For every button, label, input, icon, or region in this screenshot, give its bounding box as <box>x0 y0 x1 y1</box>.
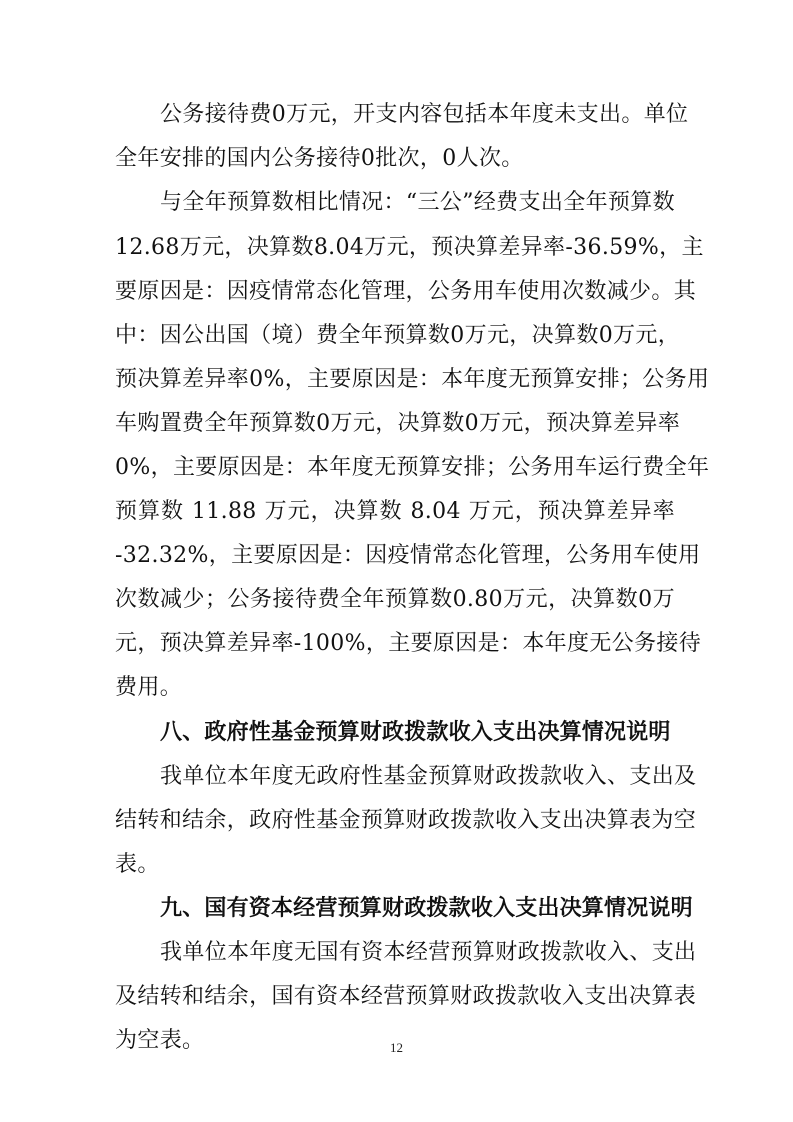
section-heading: 九、国有资本经营预算财政拨款收入支出决算情况说明 <box>160 896 693 921</box>
paragraph-line: 我单位本年度无政府性基金预算财政拨款收入、支出及 <box>160 764 697 789</box>
paragraph-line: 预决算差异率0%，主要原因是：本年度无预算安排；公务用 <box>115 367 710 392</box>
paragraph-line: -32.32%，主要原因是：因疫情常态化管理，公务用车使用 <box>115 543 701 568</box>
paragraph-line: 12.68万元，决算数8.04万元，预决算差异率-36.59%，主 <box>115 235 704 260</box>
paragraph-line: 0%，主要原因是：本年度无预算安排；公务用车运行费全年 <box>115 455 710 480</box>
paragraph-line: 表。 <box>115 852 160 877</box>
section-heading: 八、政府性基金预算财政拨款收入支出决算情况说明 <box>160 720 671 745</box>
paragraph-line: 预算数 11.88 万元，决算数 8.04 万元，预决算差异率 <box>115 499 675 524</box>
paragraph-line: 公务接待费0万元，开支内容包括本年度未支出。单位 <box>160 102 689 127</box>
paragraph-line: 费用。 <box>115 675 183 700</box>
paragraph-line: 全年安排的国内公务接待0批次，0人次。 <box>115 146 524 171</box>
paragraph-line: 我单位本年度无国有资本经营预算财政拨款收入、支出 <box>160 940 697 965</box>
paragraph-line: 与全年预算数相比情况：“三公”经费支出全年预算数 <box>160 190 675 215</box>
page-number: 12 <box>390 1040 403 1055</box>
paragraph-line: 中：因公出国（境）费全年预算数0万元，决算数0万元， <box>115 323 681 348</box>
paragraph-line: 次数减少；公务接待费全年预算数0.80万元，决算数0万 <box>115 587 675 612</box>
paragraph-line: 元，预决算差异率-100%，主要原因是：本年度无公务接待 <box>115 631 702 656</box>
paragraph-line: 结转和结余，政府性基金预算财政拨款收入支出决算表为空 <box>115 808 697 833</box>
paragraph-line: 要原因是：因疫情常态化管理，公务用车使用次数减少。其 <box>115 279 697 304</box>
paragraph-line: 车购置费全年预算数0万元，决算数0万元，预决算差异率 <box>115 411 681 436</box>
paragraph-line: 及结转和结余，国有资本经营预算财政拨款收入支出决算表 <box>115 984 697 1009</box>
paragraph-line: 为空表。 <box>115 1028 205 1053</box>
